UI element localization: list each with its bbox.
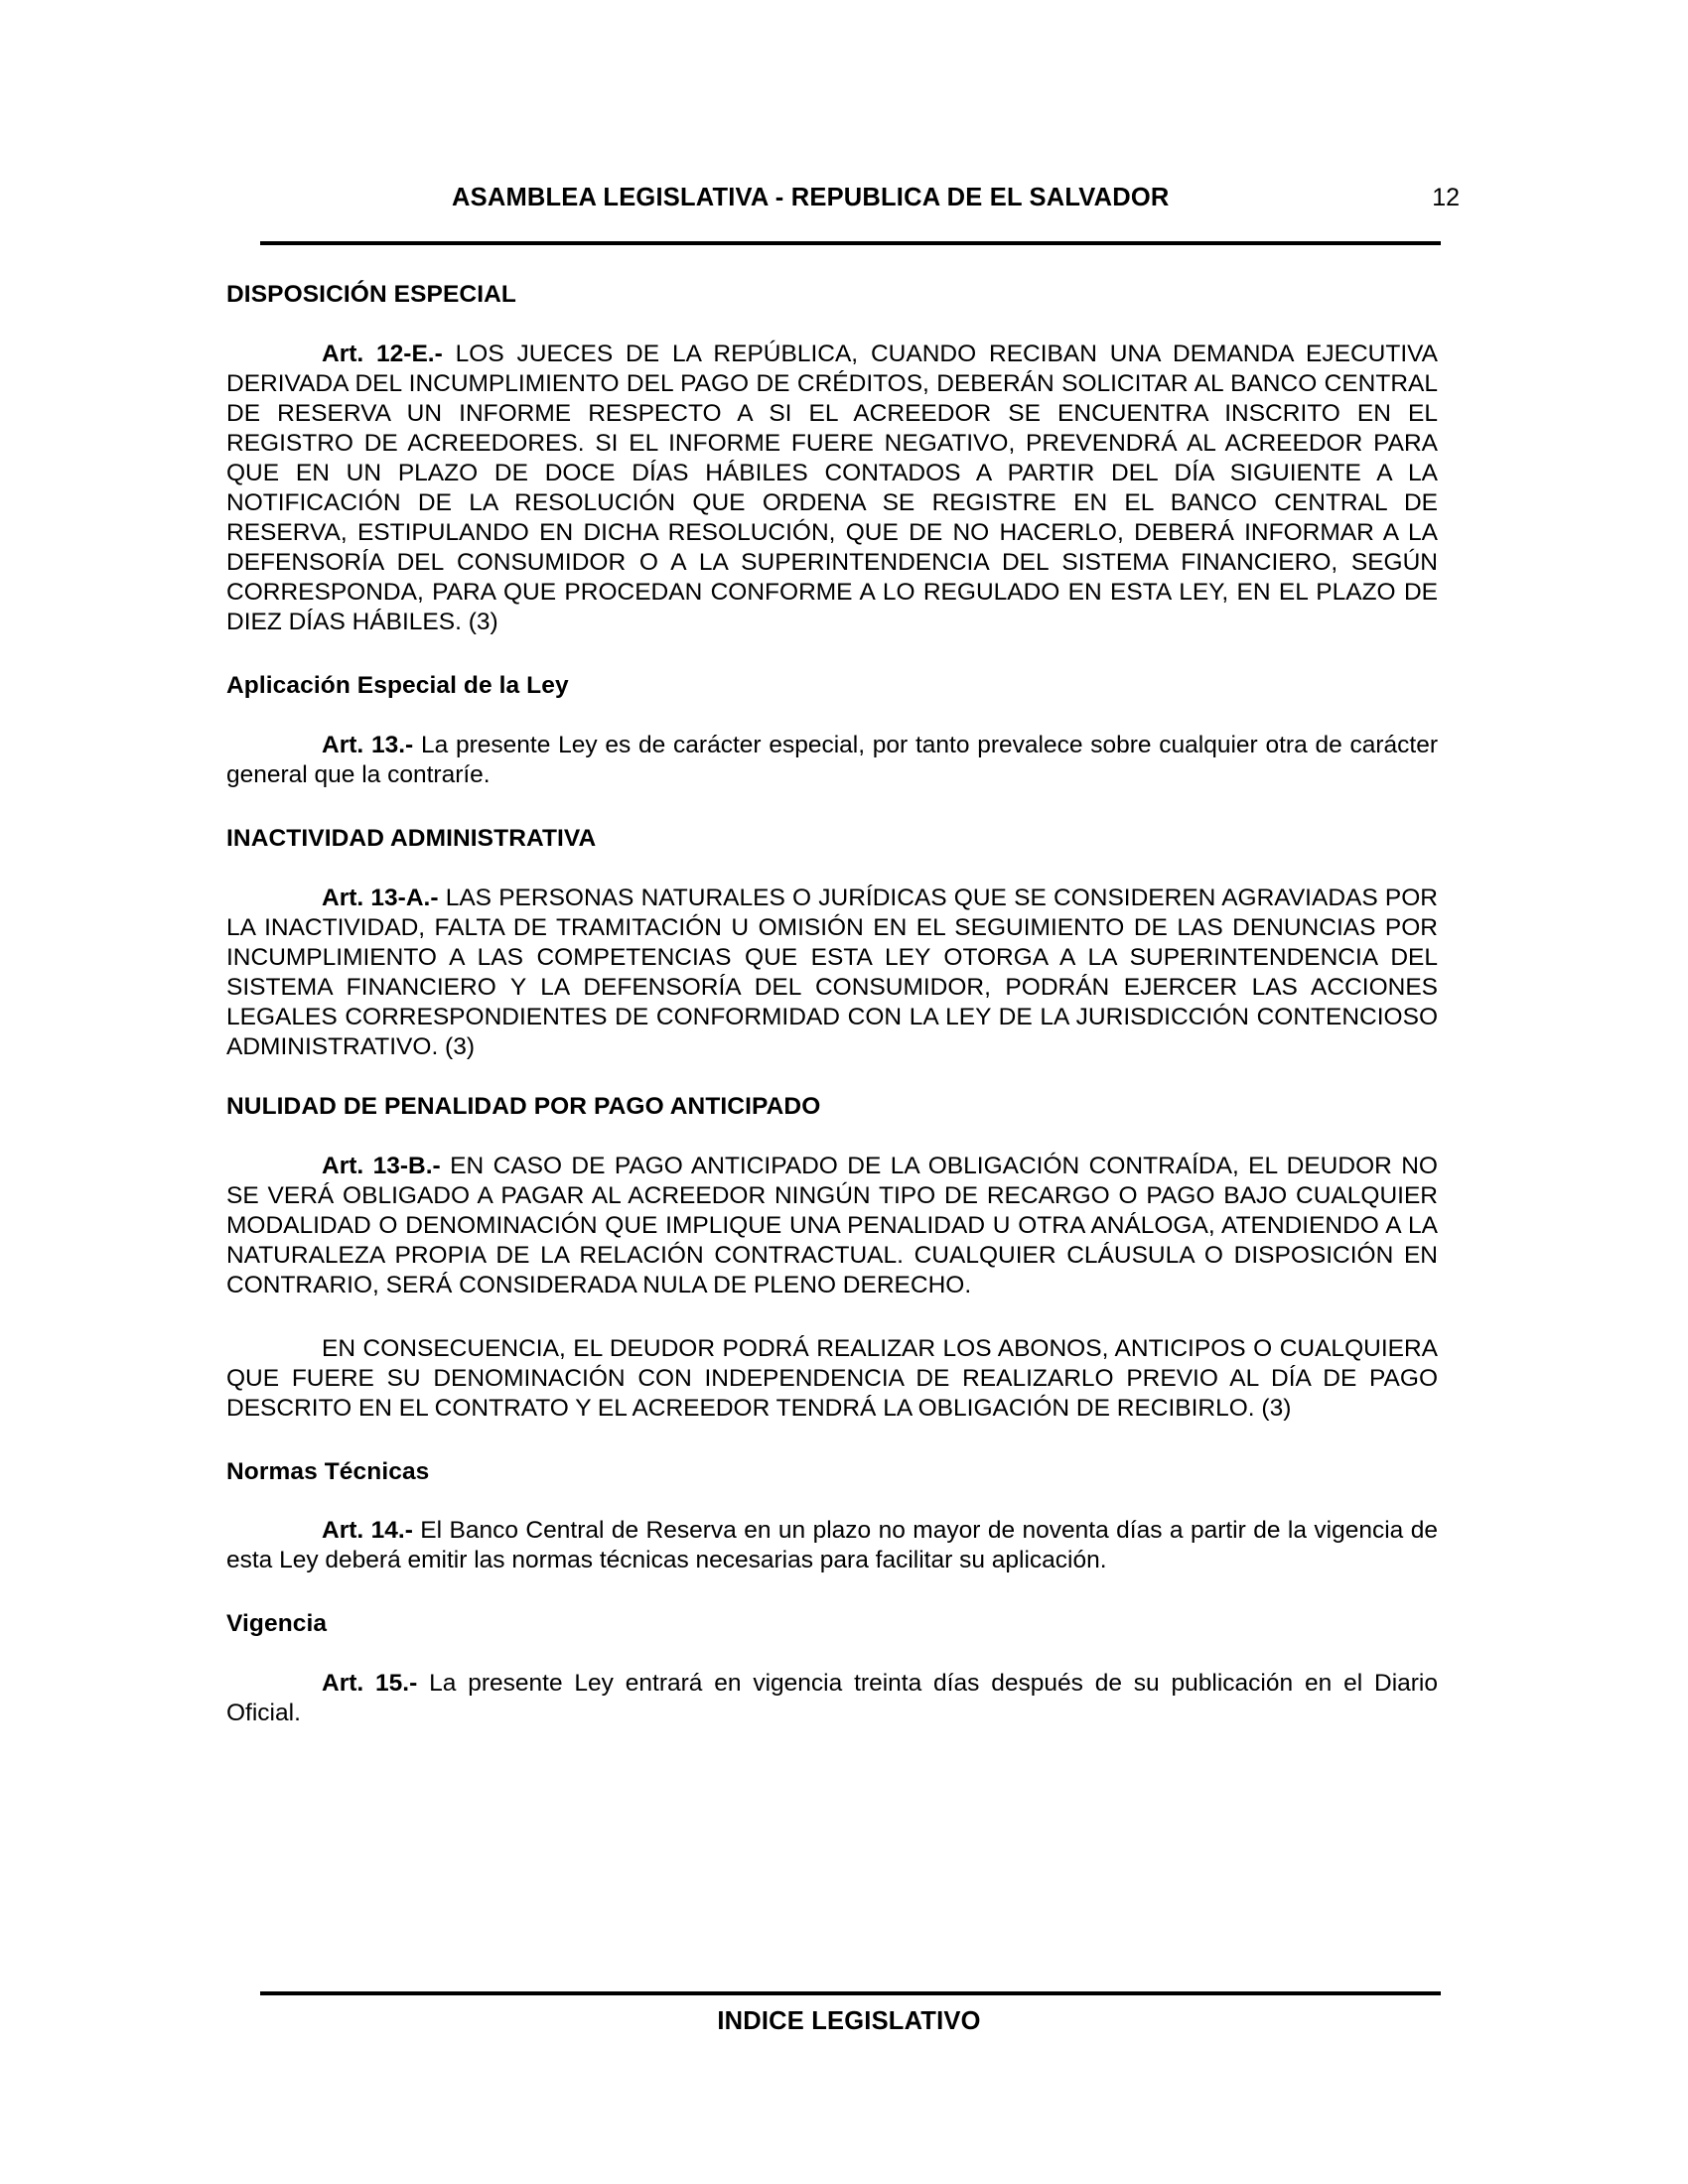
article-text-13-a: LAS PERSONAS NATURALES O JURÍDICAS QUE SE CONSIDEREN AGRAVIADAS POR LA INACTIVIDAD, FALTA DE TRAMITACIÓN U OMISIÓN EN EL SEGUIMIENTO DE LAS DENUNCIAS POR INCUMPLIMIENTO A LAS COMPETENCIAS QUE ESTA LEY OTORGA A LA SUPERINTENDENCIA DEL SISTEMA FINANCIERO Y LA DEFENSORÍA DEL CONSUMIDOR, PODRÁN EJERCER LAS ACCIONES LEGALES CORRESPONDIENTES DE CONFORMIDAD CON LA LEY DE LA JURISDICCIÓN CONTENCIOSO ADMINISTRATIVO. (3) [226,884,1438,1060]
spacer [226,1122,1438,1152]
article-label-13-a: Art. 13-A.- [322,884,439,911]
paragraph-art-13-b [226,1152,1438,1300]
article-text-12-e: LOS JUECES DE LA REPÚBLICA, CUANDO RECIBAN UNA DEMANDA EJECUTIVA DERIVADA DEL INCUMPLIMIENTO DEL PAGO DE CRÉDITOS, DEBERÁN SOLICITAR AL BANCO CENTRAL DE RESERVA UN INFORME RESPECTO A SI EL ACREEDOR SE ENCUENTRA INSCRITO EN EL REGISTRO DE ACREEDORES. SI EL INFORME FUERE NEGATIVO, PREVENDRÁ AL ACREEDOR PARA QUE EN UN PLAZO DE DOCE DÍAS HÁBILES CONTADOS A PARTIR DEL DÍA SIGUIENTE A LA NOTIFICACIÓN DE LA RESOLUCIÓN QUE ORDENA SE REGISTRE EN EL BANCO CENTRAL DE RESERVA, ESTIPULANDO EN DICHA RESOLUCIÓN, QUE DE NO HACERLO, DEBERÁ INFORMAR A LA DEFENSORÍA DEL CONSUMIDOR O A LA SUPERINTENDENCIA DEL SISTEMA FINANCIERO, SEGÚN CORRESPONDA, PARA QUE PROCEDAN CONFORME A LO REGULADO EN ESTA LEY, EN EL PLAZO DE DIEZ DÍAS HÁBILES. (3) [226,340,1438,635]
article-label-12-e: Art. 12-E.- [322,340,443,367]
paragraph-art-13 [226,731,1438,790]
page-header [228,184,1460,212]
header-title: ASAMBLEA LEGISLATIVA - REPUBLICA DE EL SALVADOR [452,184,1170,211]
article-text-13-b: EN CASO DE PAGO ANTICIPADO DE LA OBLIGACIÓN CONTRAÍDA, EL DEUDOR NO SE VERÁ OBLIGADO A PAGAR AL ACREEDOR NINGÚN TIPO DE RECARGO O PAGO BAJO CUALQUIER MODALIDAD O DENOMINACIÓN QUE IMPLIQUE UNA PENALIDAD U OTRA ANÁLOGA, ATENDIENDO A LA NATURALEZA PROPIA DE LA RELACIÓN CONTRACTUAL. CUALQUIER CLÁUSULA O DISPOSICIÓN EN CONTRARIO, SERÁ CONSIDERADA NULA DE PLENO DERECHO. [226,1152,1438,1298]
article-label-14: Art. 14.- [322,1517,413,1545]
section-heading-normas-tecnicas: Normas Técnicas [226,1457,430,1485]
article-label-13-b: Art. 13-B.- [322,1152,441,1179]
article-label-15: Art. 15.- [322,1670,418,1698]
spacer [226,1639,1438,1669]
section-heading-inactividad-administrativa: INACTIVIDAD ADMINISTRATIVA [226,824,597,852]
paragraph-art-12-e [226,340,1438,637]
spacer [226,1300,1438,1334]
spacer [226,1486,1438,1516]
spacer [226,1062,1438,1092]
spacer [226,854,1438,884]
article-text-15: La presente Ley entrará en vigencia treinta días después de su publicación en el Diario Oficial. [226,1670,1438,1727]
spacer [226,637,1438,671]
spacer [226,1424,1438,1457]
article-text-13-b-second: EN CONSECUENCIA, EL DEUDOR PODRÁ REALIZAR LOS ABONOS, ANTICIPOS O CUALQUIERA QUE FUERE SU DENOMINACIÓN CON INDEPENDENCIA DE REALIZARLO PREVIO AL DÍA DE PAGO DESCRITO EN EL CONTRATO Y EL ACREEDOR TENDRÁ LA OBLIGACIÓN DE RECIBIRLO. (3) [226,1334,1438,1422]
header-divider [260,241,1441,245]
spacer [226,790,1438,824]
section-heading-nulidad-penalidad: NULIDAD DE PENALIDAD POR PAGO ANTICIPADO [226,1092,821,1120]
footer-divider [260,1991,1441,1995]
page-number: 12 [1432,184,1460,211]
paragraph-art-13-a [226,884,1438,1062]
paragraph-art-15 [226,1669,1438,1728]
spacer [226,310,1438,340]
paragraph-art-14 [226,1516,1438,1575]
section-heading-aplicacion-especial: Aplicación Especial de la Ley [226,671,569,699]
spacer [226,701,1438,731]
section-heading-vigencia: Vigencia [226,1610,328,1638]
spacer [226,1575,1438,1609]
footer-title: INDICE LEGISLATIVO [717,2007,981,2035]
article-label-13: Art. 13.- [322,731,414,758]
document-body [226,280,1438,1728]
paragraph-art-13-b-second [226,1334,1438,1424]
article-text-13: La presente Ley es de carácter especial, por tanto prevalece sobre cualquier otra de carácter general que la contraríe. [226,731,1438,788]
article-text-14: El Banco Central de Reserva en un plazo no mayor de noventa días a partir de la vigencia de esta Ley deberá emitir las normas técnicas necesarias para facilitar su aplicación. [226,1517,1439,1574]
section-heading-disposicion-especial: DISPOSICIÓN ESPECIAL [226,281,516,308]
